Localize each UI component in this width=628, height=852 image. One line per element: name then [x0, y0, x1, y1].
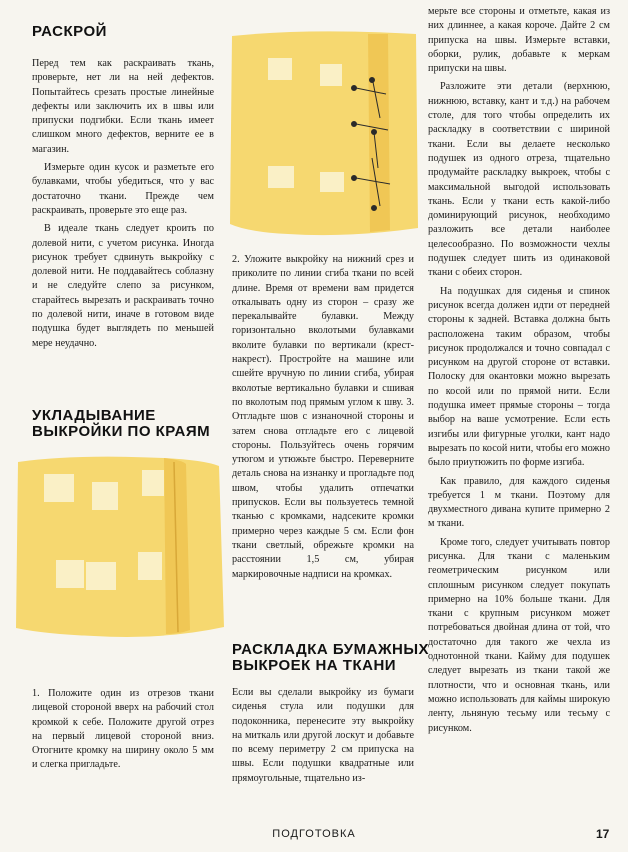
- middle-paragraph: 2. Уложите выкройку на нижний срез и приколите по линии сгиба ткани по всей длине. Время от времени вам придется откалывать одну из сторон – сразу же перекалывайте булавки. Между горизонтально вколотыми булавками вколите булавки по вертикали (крест-накрест). Простройте на машине или сшейте вручную по линии сгиба, убирая вколотые вертикально булавки и сшивая по вколотым под прямым углом к шву. 3. Отгладьте шов с изнаночной стороны и затем снова отгладьте его с лицевой стороны. Пользуйтесь очень горячим утюгом и утюжьте быстро. Переверните деталь снова на изнанку и прогладьте под швом, чтобы удалить отпечатки припусков. Если вы пользуетесь темной тканью с кромками, надсеките кромки примерно через каждые 5 см. Если фон ткани светлый, обрежьте кромки на расстоянии 1,5 см, убирая маркировочные надписи на кромках.: [232, 254, 414, 580]
- fabric-illustration-fold: [14, 452, 226, 642]
- heading-cutting: РАСКРОЙ: [32, 23, 107, 40]
- right-paragraph-5: Кроме того, следует учитывать повтор рисунка. Для ткани с маленьким геометрическим рисунком или сплошным рисунком следует покупать примерно на 10% больше ткани. Для ткани с крупным рисунком может потребоваться двойная длина от той, что достаточно для такого же чехла из однотонной ткани. Кайму для подушек следует вырезать из ткани такой же плотности, что и основная ткань, или можно использовать для каймы широкую ленту, льняную тесьму или тесьму с рисунком.: [428, 536, 610, 734]
- page-number: 17: [596, 827, 610, 841]
- middle-text: [232, 253, 414, 586]
- cutting-text: [32, 57, 214, 355]
- heading-edge-layout: УКЛАДЫВАНИЕ ВЫКРОЙКИ ПО КРАЯМ: [32, 407, 211, 440]
- cutting-paragraph-2: Измерьте один кусок и разметьте его булавками, чтобы убедиться, что у вас достаточно ткани. Прежде чем раскраивать, проверьте это еще раз.: [32, 162, 214, 216]
- right-paragraph-4: Как правило, для каждого сиденья требуется 1 м ткани. Поэтому для двухместного дивана купите примерно 2 м ткани.: [428, 475, 610, 530]
- right-paragraph-3: На подушках для сиденья и спинок рисунок всегда должен идти от передней стороны к задней. Вставка должна быть расположена таким образом, чтобы рисунок продолжался и точно совпадал с рисунком на другой стороне от вставки. Полоску для окантовки можно вырезать по косой или по прямой нити. Если подушка имеет прямые стороны – тогда выбор на ваше усмотрение. Если есть изгибы или фигурные уголки, кант надо вырезать по косой нити, чтобы его можно было приутюжить по форме изгиба.: [428, 285, 610, 469]
- paper-layout-text: [232, 686, 414, 790]
- edge-layout-text: [32, 687, 214, 777]
- heading-paper-layout: РАСКЛАДКА БУМАЖНЫХ ВЫКРОЕК НА ТКАНИ: [232, 641, 430, 674]
- paper-layout-paragraph: Если вы сделали выкройку из бумаги сиденья стула или подушки для подоконника, перенесите эту выкройку на миткаль или другой лоскут и добавьте по всему периметру 2 см припуска на швы. Если подушки квадратные или прямоугольные, тщательно из-: [232, 687, 414, 784]
- cutting-paragraph-3: В идеале ткань следует кроить по долевой нити, с учетом рисунка. Иногда рисунок требует сдвинуть выкройку с долевой нити. Не поддавайтесь соблазну и не следуйте слепо за рисунком, старайтесь вырезать и раскраивать точно по долевой нити, иначе в готовом виде подушка будет выглядеть по меньшей мере неудачно.: [32, 223, 214, 349]
- right-paragraph-1: мерьте все стороны и отметьте, какая из них длиннее, а какая короче. Дайте 2 см припуска на швы. Измерьте вставки, оборки, рулик, добавьте к меркам припуски на швы.: [428, 6, 610, 75]
- right-paragraph-2: Разложите эти детали (верхнюю, нижнюю, вставку, кант и т.д.) на рабочем столе, для того чтобы определить их раскладку в соответствии с шириной ткани. Если вы делаете несколько подушек из одного отреза, тщательно продумайте раскладку выкроек, чтобы с максимальной выгодой использовать ткань. Если у ткани есть какой-либо доминирующий рисунок, необходимо разложить все детали наиболее целесообразно. По возможности чехлы подушек следует шить из одинаковой ткани с обеих сторон.: [428, 81, 610, 279]
- fabric-illustration-pinned: [228, 28, 420, 240]
- cutting-paragraph-1: Перед тем как раскраивать ткань, проверьте, нет ли на ней дефектов. Попытайтесь срезать простые линейные дефекты или заключить их в швы или припуски подгибки. Если ткань имеет слишком много дефектов, верните ее в магазин.: [32, 58, 214, 155]
- edge-layout-paragraph: 1. Положите один из отрезов ткани лицевой стороной вверх на рабочий стол кромкой к себе. Положите другой отрез на первый лицевой стороной вниз. Отогните кромку на ширину около 5 мм и слегка пригладьте.: [32, 688, 214, 771]
- right-text: [428, 5, 610, 740]
- footer-section-title: ПОДГОТОВКА: [272, 828, 356, 840]
